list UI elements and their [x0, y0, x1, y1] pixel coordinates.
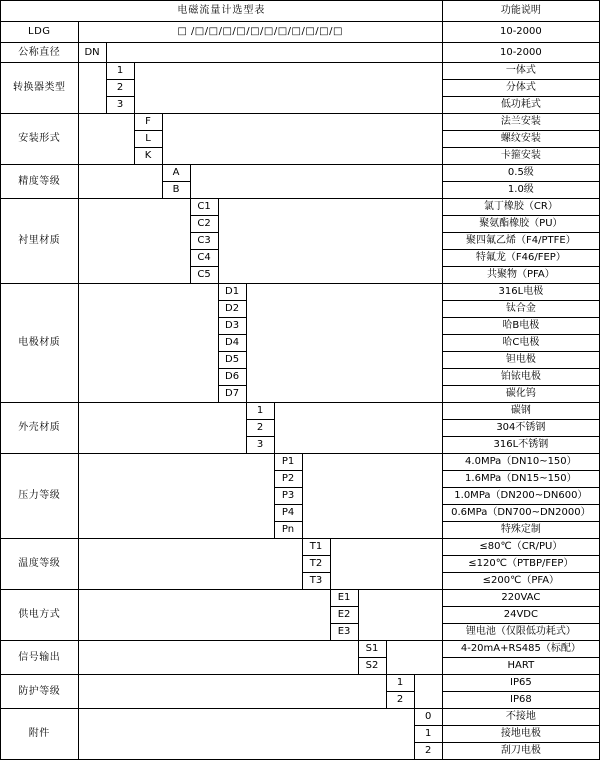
category-shell-material: 外壳材质 — [1, 403, 79, 454]
desc-cell: 低功耗式 — [442, 97, 599, 114]
code-cell: 1 — [246, 403, 274, 420]
code-cell: C2 — [190, 216, 218, 233]
desc-cell: IP65 — [442, 675, 599, 692]
spacer-cell — [78, 590, 330, 641]
spacer-cell — [302, 454, 442, 539]
code-cell: S2 — [358, 658, 386, 675]
category-pressure-rating: 压力等级 — [1, 454, 79, 539]
model-boxes: □ /□/□/□/□/□/□/□/□/□/□/□ — [78, 22, 442, 43]
desc-cell: ≤200℃（PFA） — [442, 573, 599, 590]
desc-cell: 特殊定制 — [442, 522, 599, 539]
spacer-cell — [78, 199, 190, 284]
desc-cell: 铂铱电极 — [442, 369, 599, 386]
page-title: 电磁流量计选型表 — [1, 1, 443, 22]
code-cell: D7 — [218, 386, 246, 403]
code-cell: D4 — [218, 335, 246, 352]
spacer-cell — [358, 590, 442, 641]
code-cell: 3 — [106, 97, 134, 114]
desc-cell: 304不锈钢 — [442, 420, 599, 437]
category-signal-output: 信号输出 — [1, 641, 79, 675]
code-cell: C4 — [190, 250, 218, 267]
code-cell: K — [134, 148, 162, 165]
desc-cell: 接地电极 — [442, 726, 599, 743]
code-cell: DN — [78, 43, 106, 63]
category-install-type: 安装形式 — [1, 114, 79, 165]
desc-cell: 螺纹安装 — [442, 131, 599, 148]
desc-cell: 4-20mA+RS485（标配） — [442, 641, 599, 658]
category-converter-type: 转换器类型 — [1, 63, 79, 114]
category-dn: 公称直径 — [1, 43, 79, 63]
code-cell: P3 — [274, 488, 302, 505]
code-cell: D1 — [218, 284, 246, 301]
code-cell: 0 — [414, 709, 442, 726]
code-cell: S1 — [358, 641, 386, 658]
desc-cell: 特氟龙（F46/FEP） — [442, 250, 599, 267]
desc-cell: 4.0MPa（DN10~150） — [442, 454, 599, 471]
category-power-supply: 供电方式 — [1, 590, 79, 641]
desc-cell: 碳化钨 — [442, 386, 599, 403]
desc-cell: 10-2000 — [442, 22, 599, 43]
code-cell: Pn — [274, 522, 302, 539]
spacer-cell — [274, 403, 442, 454]
code-cell: P4 — [274, 505, 302, 522]
desc-cell: ≤80℃（CR/PU） — [442, 539, 599, 556]
desc-cell: 锂电池（仅限低功耗式） — [442, 624, 599, 641]
spacer-cell — [78, 403, 246, 454]
spacer-cell — [78, 454, 274, 539]
desc-cell: 氯丁橡胶（CR） — [442, 199, 599, 216]
spacer-cell — [246, 284, 442, 403]
spacer-cell — [78, 114, 134, 165]
code-cell: D6 — [218, 369, 246, 386]
code-cell: T1 — [302, 539, 330, 556]
code-cell: B — [162, 182, 190, 199]
desc-cell: 钽电极 — [442, 352, 599, 369]
desc-cell: 1.0级 — [442, 182, 599, 199]
code-cell: P2 — [274, 471, 302, 488]
desc-cell: 220VAC — [442, 590, 599, 607]
desc-cell: 刮刀电极 — [442, 743, 599, 760]
desc-cell: 316L电极 — [442, 284, 599, 301]
code-cell: A — [162, 165, 190, 182]
category-lining-material: 衬里材质 — [1, 199, 79, 284]
code-cell: F — [134, 114, 162, 131]
code-cell: 2 — [106, 80, 134, 97]
model-prefix: LDG — [1, 22, 79, 43]
desc-cell: 0.6MPa（DN700~DN2000） — [442, 505, 599, 522]
spacer-cell — [414, 675, 442, 709]
desc-cell: IP68 — [442, 692, 599, 709]
code-cell: E2 — [330, 607, 358, 624]
desc-cell: 0.5级 — [442, 165, 599, 182]
spacer-cell — [78, 709, 414, 760]
desc-cell: HART — [442, 658, 599, 675]
desc-cell: 法兰安装 — [442, 114, 599, 131]
code-cell: P1 — [274, 454, 302, 471]
code-cell: T3 — [302, 573, 330, 590]
spacer-cell — [78, 63, 106, 114]
code-cell: T2 — [302, 556, 330, 573]
code-cell: 1 — [414, 726, 442, 743]
code-cell: 3 — [246, 437, 274, 454]
code-cell: D5 — [218, 352, 246, 369]
code-cell: 2 — [414, 743, 442, 760]
code-cell: C3 — [190, 233, 218, 250]
spacer-cell — [134, 63, 442, 114]
category-accessories: 附件 — [1, 709, 79, 760]
desc-cell: 哈B电极 — [442, 318, 599, 335]
spacer-cell — [78, 675, 386, 709]
desc-cell: 聚四氟乙烯（F4/PTFE） — [442, 233, 599, 250]
spacer-cell — [78, 284, 218, 403]
desc-cell: 分体式 — [442, 80, 599, 97]
category-temperature-rating: 温度等级 — [1, 539, 79, 590]
spacer-cell — [78, 165, 162, 199]
desc-header: 功能说明 — [442, 1, 599, 22]
spacer-cell — [162, 114, 442, 165]
code-cell: E1 — [330, 590, 358, 607]
spacer-cell — [78, 539, 302, 590]
desc-cell: 碳钢 — [442, 403, 599, 420]
code-cell: D2 — [218, 301, 246, 318]
code-cell: C5 — [190, 267, 218, 284]
code-cell: L — [134, 131, 162, 148]
category-protection-rating: 防护等级 — [1, 675, 79, 709]
code-cell: 1 — [106, 63, 134, 80]
spacer-cell — [386, 641, 442, 675]
code-cell: C1 — [190, 199, 218, 216]
desc-cell: 卡箍安装 — [442, 148, 599, 165]
desc-cell: 钛合金 — [442, 301, 599, 318]
spacer-cell — [106, 43, 442, 63]
code-cell: 1 — [386, 675, 414, 692]
spacer-cell — [78, 641, 358, 675]
desc-cell: 316L不锈钢 — [442, 437, 599, 454]
desc-cell: 一体式 — [442, 63, 599, 80]
code-cell: 2 — [386, 692, 414, 709]
spacer-cell — [218, 199, 442, 284]
code-cell: E3 — [330, 624, 358, 641]
desc-cell: 24VDC — [442, 607, 599, 624]
desc-cell: 不接地 — [442, 709, 599, 726]
desc-cell: 哈C电极 — [442, 335, 599, 352]
desc-cell: 1.6MPa（DN15~150） — [442, 471, 599, 488]
desc-cell: 1.0MPa（DN200~DN600） — [442, 488, 599, 505]
spacer-cell — [330, 539, 442, 590]
spacer-cell — [190, 165, 442, 199]
desc-cell: 共聚物（PFA） — [442, 267, 599, 284]
desc-cell: 聚氨酯橡胶（PU） — [442, 216, 599, 233]
category-accuracy: 精度等级 — [1, 165, 79, 199]
desc-cell: 10-2000 — [442, 43, 599, 63]
code-cell: D3 — [218, 318, 246, 335]
code-cell: 2 — [246, 420, 274, 437]
desc-cell: ≤120℃（PTBP/FEP） — [442, 556, 599, 573]
category-electrode-material: 电极材质 — [1, 284, 79, 403]
